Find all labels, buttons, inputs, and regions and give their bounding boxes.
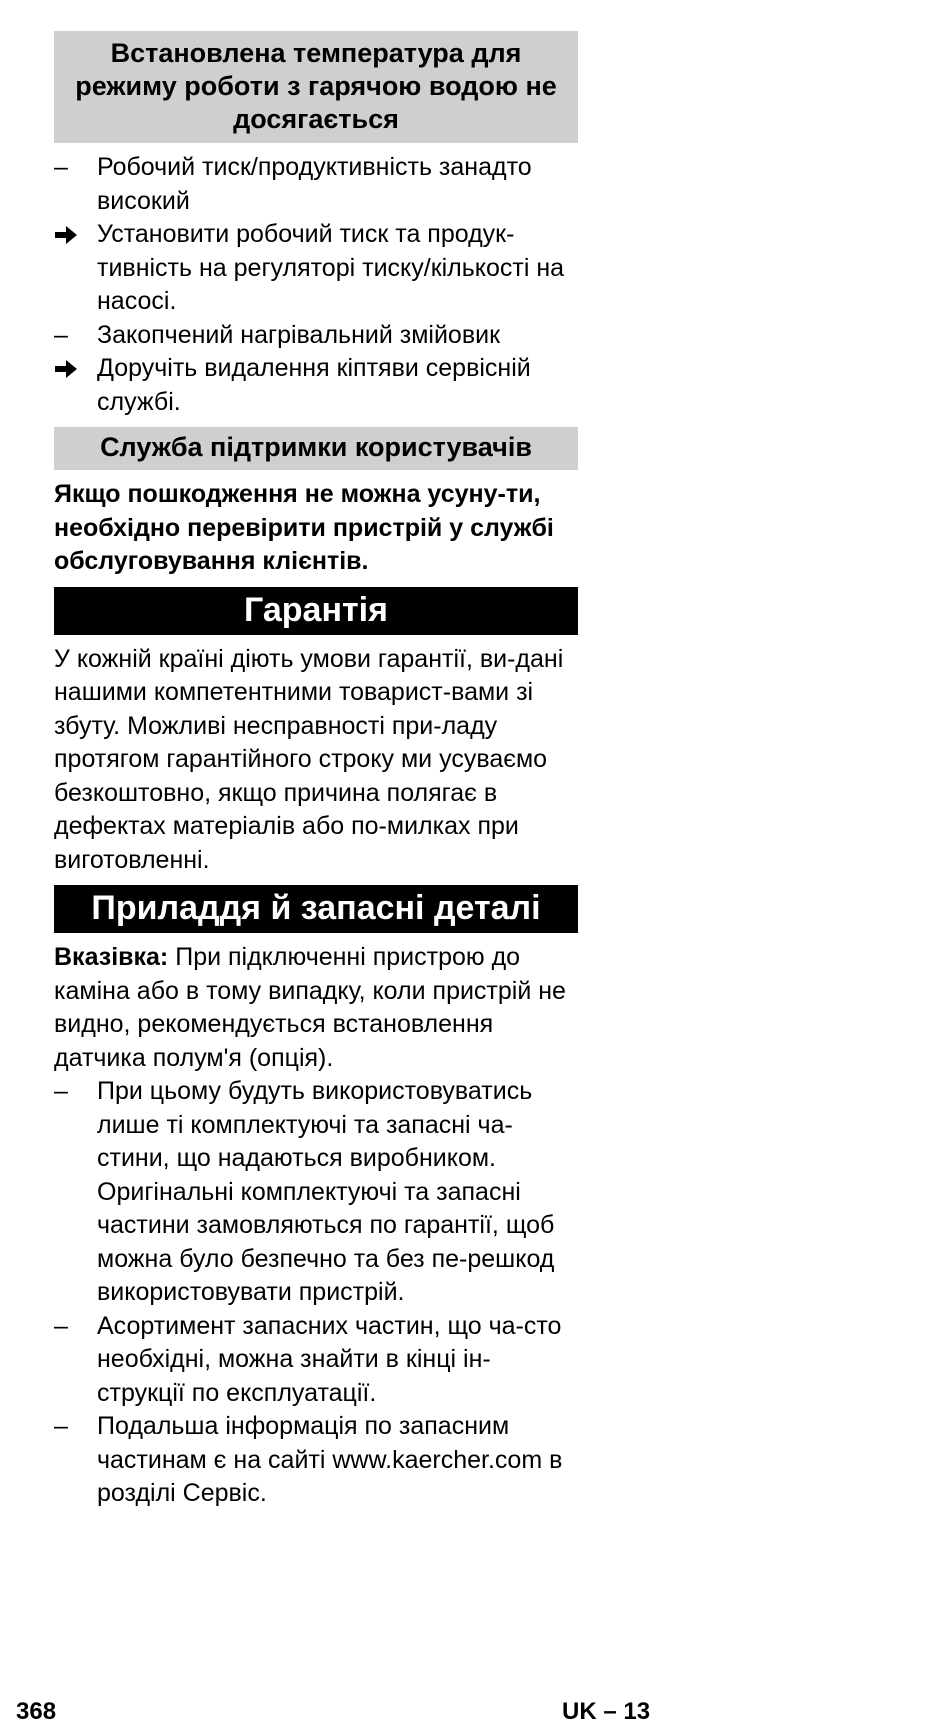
note-paragraph [54,941,578,1075]
spacer [54,579,578,587]
heading-hot-water-temperature: Встановлена температура для режиму роботи з гарячою водою не досягається [54,31,578,143]
spacer [54,143,578,151]
dash-marker: – [54,320,68,349]
page-number: 368 [16,1698,57,1725]
note-label: Вказівка: [54,943,169,971]
list-item-text: При цьому будуть використовуватись лише ті комплектуючі та запасні ча-стини, що надаються виробником. Оригінальні комплектуючі та запасні частини замовляються по гарантії, щоб можна було безпечно та без пе-решкод використовувати пристрій. [97,1077,555,1306]
list-item-text: Доручіть видалення кіптяви сервісній службі. [97,354,531,416]
spacer [54,635,578,643]
list-item-text: Подальша інформація по запасним частинам є на сайті www.kaercher.com в розділі Сервіс. [97,1412,563,1507]
dash-marker: – [54,1412,68,1440]
arrow-right-icon [54,352,94,389]
dash-marker: – [54,153,68,181]
list-item-text: Асортимент запасних частин, що ча-сто необхідні, можна знайти в кінці ін-струкції по експлуатації. [97,1311,562,1407]
heading-customer-service: Служба підтримки користувачів [54,427,578,470]
heading-warranty: Гарантія [54,587,578,635]
list-item [54,1410,578,1511]
list-item [54,319,578,353]
main-column [54,31,578,1511]
list-item [54,151,578,218]
spacer [54,933,578,941]
list-item [54,352,578,419]
heading-accessories: Приладдя й запасні деталі [54,885,578,933]
spacer [54,419,578,427]
list-item-text: Установити робочий тиск та продук-тивність на регуляторі тиску/кількості на насосі. [97,220,565,315]
list-item [54,1310,578,1411]
note-text: При підключенні пристрою до каміна або в тому випадку, коли пристрій не видно, рекомендується встановлення датчика полум'я (опція). [54,943,566,1072]
page-code: UK – 13 [562,1698,651,1725]
spacer [54,877,578,885]
troubleshooting-list [54,151,578,419]
customer-service-text: Якщо пошкодження не можна усуну-ти, необхідно перевірити пристрій у службі обслуговування клієнтів. [54,480,554,575]
accessories-list [54,1075,578,1511]
list-item-text: Робочий тиск/продуктивність занадто високий [97,153,532,215]
dash-marker: – [54,1077,68,1105]
dash-marker: – [54,1311,68,1340]
list-item [54,1075,578,1310]
list-item-text: Закопчений нагрівальний змійовик [97,320,501,349]
spacer [54,470,578,478]
warranty-text: У кожній країні діють умови гарантії, ви-дані нашими компетентними товарист-вами зі збуту. Можливі несправності при-ладу протягом гарантійного строку ми усуваємо безкоштовно, якщо причина полягає в дефектах матеріалів або по-милках при виготовленні. [54,644,564,874]
arrow-right-icon [54,218,94,255]
list-item [54,218,578,319]
